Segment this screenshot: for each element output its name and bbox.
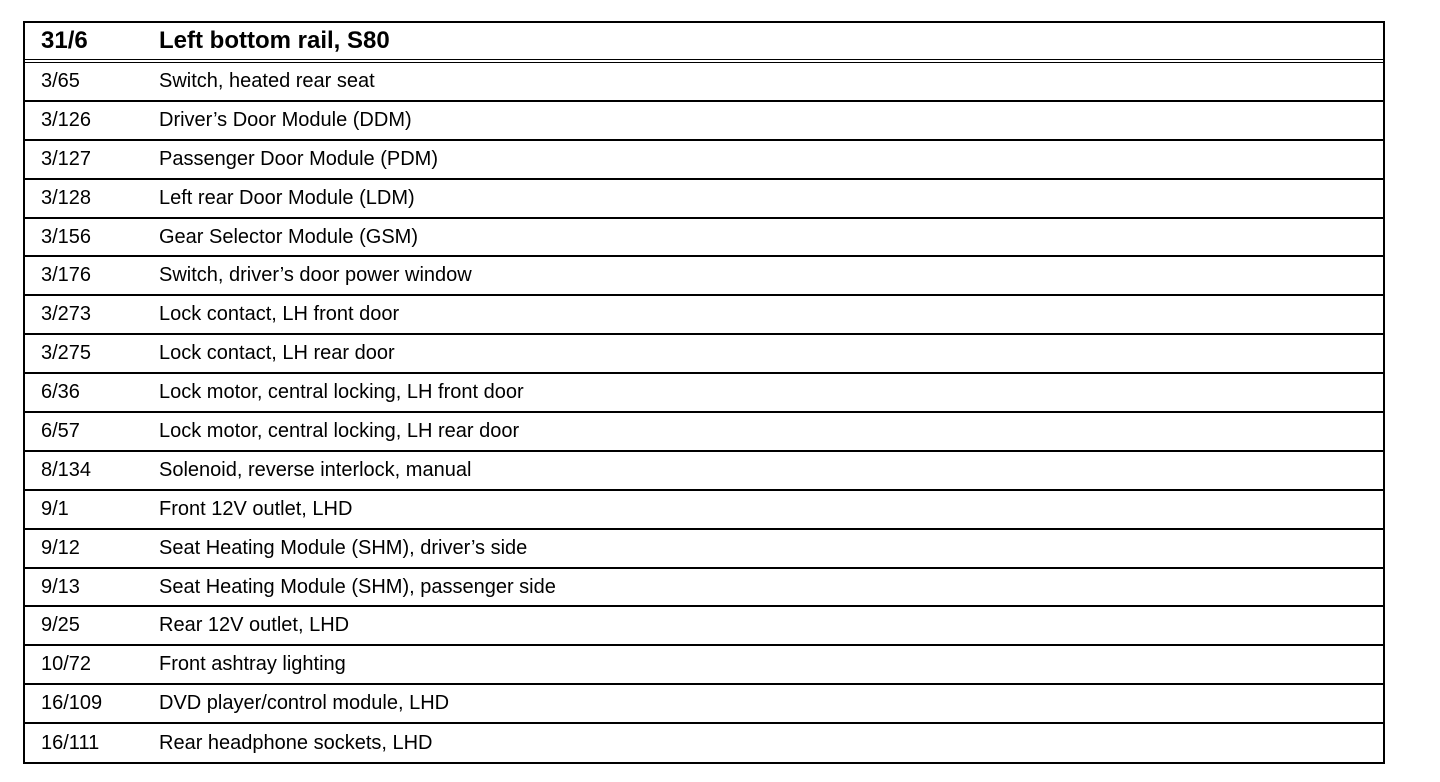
row-code: 16/111 bbox=[41, 732, 100, 755]
row-code: 3/127 bbox=[41, 147, 92, 170]
table-row bbox=[25, 335, 1383, 374]
row-description: Switch, heated rear seat bbox=[159, 69, 375, 92]
row-code: 6/36 bbox=[41, 381, 80, 404]
row-code: 9/1 bbox=[41, 497, 69, 520]
row-code: 8/134 bbox=[41, 458, 92, 481]
row-description: Driver’s Door Module (DDM) bbox=[159, 108, 412, 131]
row-code: 3/275 bbox=[41, 342, 92, 365]
table-row bbox=[25, 685, 1383, 724]
row-description: Left rear Door Module (LDM) bbox=[159, 186, 415, 209]
table-row bbox=[25, 102, 1383, 141]
row-description: Switch, driver’s door power window bbox=[159, 264, 472, 287]
header-code: 31/6 bbox=[41, 27, 88, 54]
table-row bbox=[25, 530, 1383, 569]
row-description: Front 12V outlet, LHD bbox=[159, 497, 353, 520]
row-code: 9/13 bbox=[41, 575, 80, 598]
header-title: Left bottom rail, S80 bbox=[159, 27, 390, 54]
row-code: 16/109 bbox=[41, 692, 103, 715]
row-description: Front ashtray lighting bbox=[159, 653, 346, 676]
row-code: 3/273 bbox=[41, 303, 92, 326]
row-description: Rear headphone sockets, LHD bbox=[159, 732, 433, 755]
row-description: Lock motor, central locking, LH front door bbox=[159, 381, 524, 404]
table-row bbox=[25, 141, 1383, 180]
row-code: 9/12 bbox=[41, 536, 80, 559]
table-row bbox=[25, 569, 1383, 608]
row-code: 3/128 bbox=[41, 186, 92, 209]
row-code: 3/176 bbox=[41, 264, 92, 287]
table-row bbox=[25, 257, 1383, 296]
row-code: 9/25 bbox=[41, 614, 80, 637]
row-description: Seat Heating Module (SHM), driver’s side bbox=[159, 536, 528, 559]
row-code: 6/57 bbox=[41, 419, 80, 442]
table-row bbox=[25, 63, 1383, 102]
table-row bbox=[25, 296, 1383, 335]
row-code: 3/156 bbox=[41, 225, 92, 248]
row-description: Solenoid, reverse interlock, manual bbox=[159, 458, 472, 481]
table-row bbox=[25, 607, 1383, 646]
row-description: Gear Selector Module (GSM) bbox=[159, 225, 418, 248]
row-code: 10/72 bbox=[41, 653, 92, 676]
row-code: 3/65 bbox=[41, 69, 80, 92]
table-row bbox=[25, 180, 1383, 219]
table-row bbox=[25, 646, 1383, 685]
row-description: Passenger Door Module (PDM) bbox=[159, 147, 438, 170]
row-description: Rear 12V outlet, LHD bbox=[159, 614, 350, 637]
table-row bbox=[25, 452, 1383, 491]
row-code: 3/126 bbox=[41, 108, 92, 131]
table-row bbox=[25, 374, 1383, 413]
table-row bbox=[25, 413, 1383, 452]
row-description: Lock motor, central locking, LH rear door bbox=[159, 419, 520, 442]
table-row bbox=[25, 724, 1383, 763]
table-header bbox=[25, 23, 1383, 63]
component-table bbox=[23, 21, 1385, 764]
row-description: DVD player/control module, LHD bbox=[159, 692, 450, 715]
table-row bbox=[25, 219, 1383, 258]
row-description: Seat Heating Module (SHM), passenger side bbox=[159, 575, 556, 598]
row-description: Lock contact, LH rear door bbox=[159, 342, 395, 365]
table-row bbox=[25, 491, 1383, 530]
row-description: Lock contact, LH front door bbox=[159, 303, 400, 326]
